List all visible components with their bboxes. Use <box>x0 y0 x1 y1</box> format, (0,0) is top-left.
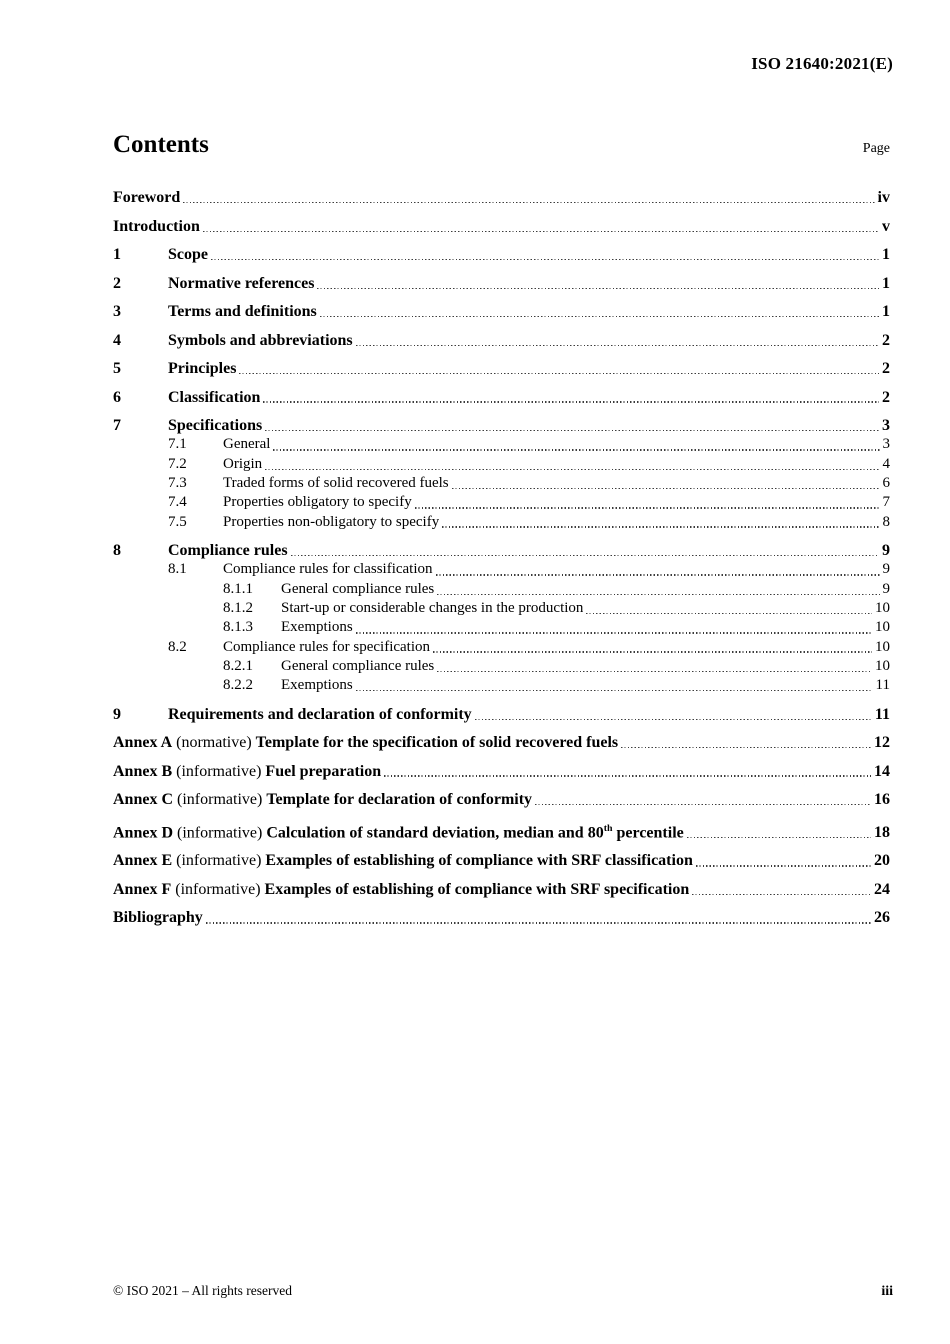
label-run: Principles <box>168 360 237 378</box>
entry-page: v <box>882 217 890 235</box>
dot-leader <box>436 574 880 575</box>
label-run: Annex D <box>113 823 174 841</box>
toc-entry[interactable] <box>113 388 890 407</box>
dot-leader <box>239 373 879 374</box>
entry-label <box>113 880 689 899</box>
label-run: Compliance rules <box>168 542 288 560</box>
label-run: Annex C <box>113 791 174 809</box>
entry-number: 8 <box>113 542 121 560</box>
entry-number: 8.2.1 <box>223 657 253 674</box>
dot-leader <box>452 488 880 489</box>
document-reference: ISO 21640:2021(E) <box>751 54 893 73</box>
dot-leader <box>206 922 871 923</box>
label-run: Compliance rules for classification <box>223 561 433 578</box>
folio-page-number: iii <box>881 1284 893 1299</box>
label-run: Start-up or considerable changes in the production <box>281 599 584 616</box>
entry-page: 1 <box>882 303 890 321</box>
entry-page: 2 <box>882 331 890 349</box>
dot-leader <box>415 507 880 508</box>
toc-entry[interactable] <box>113 676 890 695</box>
label-run: General <box>223 436 271 453</box>
label-run: Origin <box>223 455 263 472</box>
entry-number: 8.1.1 <box>223 580 253 597</box>
dot-leader <box>437 594 879 595</box>
dot-leader <box>384 775 871 776</box>
toc-entry[interactable] <box>113 705 890 724</box>
dot-leader <box>442 526 879 527</box>
entry-label <box>223 435 270 454</box>
page-title: Contents <box>113 131 209 158</box>
toc-entry[interactable] <box>113 331 890 350</box>
entry-page: 26 <box>874 909 890 927</box>
entry-page: 16 <box>874 791 890 809</box>
page-column-label: Page <box>862 141 890 156</box>
dot-leader <box>291 555 879 556</box>
toc-entry[interactable] <box>113 819 890 843</box>
label-run: Exemptions <box>281 619 353 636</box>
entry-page: 11 <box>875 677 890 694</box>
entry-label <box>168 388 260 407</box>
dot-leader <box>687 837 871 838</box>
toc-entry[interactable] <box>113 599 890 618</box>
entry-label <box>168 541 288 560</box>
toc-entry[interactable] <box>113 657 890 676</box>
dot-leader <box>317 288 879 289</box>
toc-entry[interactable] <box>113 245 890 264</box>
entry-number: 3 <box>113 303 121 321</box>
label-run: General compliance rules <box>281 657 435 674</box>
dot-leader <box>433 651 872 652</box>
dot-leader <box>696 865 871 866</box>
label-run: Bibliography <box>113 909 203 927</box>
toc-entry[interactable] <box>113 435 890 454</box>
entry-number: 6 <box>113 388 121 406</box>
entry-label <box>113 188 180 207</box>
entry-page: 9 <box>882 561 890 578</box>
label-run: Scope <box>168 246 208 264</box>
label-run: Annex E <box>113 852 173 870</box>
entry-number: 7.3 <box>168 474 187 491</box>
entry-number: 5 <box>113 360 121 378</box>
entry-page: 14 <box>874 762 890 780</box>
dot-leader <box>692 894 871 895</box>
entry-label <box>113 908 203 927</box>
entry-number: 7.1 <box>168 436 187 453</box>
dot-leader <box>356 690 873 691</box>
toc-entry[interactable] <box>113 474 890 493</box>
entry-page: 12 <box>874 734 890 752</box>
label-run: (informative) <box>172 762 266 780</box>
entry-label <box>113 851 693 870</box>
toc-entry[interactable] <box>113 416 890 435</box>
toc-entry[interactable] <box>113 455 890 474</box>
entry-page: 20 <box>874 852 890 870</box>
entry-number: 4 <box>113 331 121 349</box>
label-run: Normative references <box>168 274 315 292</box>
toc-entry[interactable] <box>113 618 890 637</box>
label-run: Annex B <box>113 762 173 780</box>
toc-entry[interactable] <box>113 790 890 809</box>
entry-number: 8.2 <box>168 638 187 655</box>
entry-page: 24 <box>874 880 890 898</box>
dot-leader <box>356 345 879 346</box>
entry-label <box>168 359 236 378</box>
entry-number: 1 <box>113 246 121 264</box>
label-run: Properties obligatory to specify <box>223 494 412 511</box>
entry-number: 7 <box>113 417 121 435</box>
entry-label <box>223 474 449 493</box>
dot-leader <box>437 671 872 672</box>
toc-entry[interactable] <box>113 217 890 236</box>
entry-label <box>223 455 262 474</box>
label-run: Introduction <box>113 217 200 235</box>
entry-label <box>168 416 262 435</box>
dot-leader <box>211 259 879 260</box>
toc-entry[interactable] <box>113 493 890 512</box>
entry-page: 3 <box>882 417 890 435</box>
label-run: Template for declaration of conformity <box>266 791 533 809</box>
label-run: Calculation of standard deviation, median and 80 <box>266 823 604 841</box>
entry-number: 7.4 <box>168 494 187 511</box>
label-run: th <box>603 822 613 834</box>
page-footer <box>113 1283 893 1300</box>
label-run: Examples of establishing of compliance with SRF classification <box>265 852 693 870</box>
entry-label <box>113 217 200 236</box>
entry-label <box>281 580 434 599</box>
toc-header <box>113 131 890 159</box>
entry-page: 2 <box>882 388 890 406</box>
toc-entry[interactable] <box>113 541 890 560</box>
dot-leader <box>320 316 879 317</box>
entry-label <box>113 790 532 809</box>
toc-entry[interactable] <box>113 188 890 207</box>
entry-number: 8.1.3 <box>223 619 253 636</box>
label-run: Properties non-obligatory to specify <box>223 513 440 530</box>
entry-label <box>168 331 353 350</box>
entry-number: 7.2 <box>168 455 187 472</box>
entry-page: 9 <box>882 580 890 597</box>
entry-label <box>281 618 353 637</box>
label-run: Exemptions <box>281 677 353 694</box>
entry-label <box>168 705 472 724</box>
toc-entry[interactable] <box>113 580 890 599</box>
toc-entry[interactable] <box>113 638 890 657</box>
entry-page: 8 <box>882 513 890 530</box>
entry-label <box>223 513 439 532</box>
label-run: percentile <box>612 823 684 841</box>
label-run: Fuel preparation <box>265 762 382 780</box>
entry-page: 10 <box>875 638 890 655</box>
dot-leader <box>621 747 871 748</box>
entry-page: 10 <box>875 657 890 674</box>
label-run: Annex A <box>113 734 173 752</box>
label-run: (informative) <box>173 823 267 841</box>
entry-number: 8.1 <box>168 561 187 578</box>
label-run: Terms and definitions <box>168 303 317 321</box>
entry-page: 1 <box>882 246 890 264</box>
entry-page: 11 <box>874 705 890 723</box>
entry-label <box>223 493 412 512</box>
label-run: Symbols and abbreviations <box>168 331 353 349</box>
toc-entry[interactable] <box>113 851 890 870</box>
entry-number: 7.5 <box>168 513 187 530</box>
entry-number: 8.2.2 <box>223 677 253 694</box>
entry-page: 10 <box>875 599 890 616</box>
entry-number: 9 <box>113 705 121 723</box>
toc-list <box>113 179 890 928</box>
dot-leader <box>183 202 874 203</box>
label-run: Annex F <box>113 880 172 898</box>
entry-label <box>168 245 208 264</box>
entry-number: 2 <box>113 274 121 292</box>
toc-entry[interactable] <box>113 560 890 579</box>
toc-entry[interactable] <box>113 359 890 378</box>
label-run: Compliance rules for specification <box>223 638 431 655</box>
toc-entry[interactable] <box>113 908 890 927</box>
entry-label <box>113 733 618 752</box>
entry-page: 1 <box>882 274 890 292</box>
entry-label <box>223 638 430 657</box>
entry-page: 6 <box>882 474 890 491</box>
dot-leader <box>265 469 879 470</box>
entry-page: 7 <box>882 494 890 511</box>
toc-entry[interactable] <box>113 733 890 752</box>
label-run: Examples of establishing of compliance with SRF specification <box>264 880 690 898</box>
toc-entry[interactable] <box>113 274 890 293</box>
dot-leader <box>535 804 871 805</box>
entry-page: 4 <box>882 455 890 472</box>
dot-leader <box>265 430 879 431</box>
entry-page: iv <box>877 189 890 207</box>
toc-entry[interactable] <box>113 302 890 321</box>
dot-leader <box>273 449 879 450</box>
entry-label <box>168 302 317 321</box>
toc-entry[interactable] <box>113 880 890 899</box>
entry-page: 2 <box>882 360 890 378</box>
entry-label <box>281 657 434 676</box>
label-run: Template for the specification of solid recovered fuels <box>255 734 619 752</box>
entry-page: 18 <box>874 823 890 841</box>
entry-label <box>281 599 583 618</box>
toc-entry[interactable] <box>113 513 890 532</box>
label-run: Foreword <box>113 189 181 207</box>
dot-leader <box>586 613 872 614</box>
label-run: General compliance rules <box>281 580 435 597</box>
label-run: (informative) <box>173 791 267 809</box>
entry-page: 9 <box>882 542 890 560</box>
label-run: Traded forms of solid recovered fuels <box>223 474 449 491</box>
entry-label <box>168 274 314 293</box>
dot-leader <box>203 231 879 232</box>
toc-entry[interactable] <box>113 762 890 781</box>
entry-page: 10 <box>875 619 890 636</box>
dot-leader <box>263 401 879 402</box>
label-run: Classification <box>168 388 261 406</box>
copyright-notice: © ISO 2021 – All rights reserved <box>113 1283 292 1298</box>
label-run: Requirements and declaration of conformity <box>168 705 472 723</box>
label-run: Specifications <box>168 417 263 435</box>
label-run: (informative) <box>172 852 266 870</box>
label-run: (informative) <box>171 880 265 898</box>
entry-page: 3 <box>882 436 890 453</box>
entry-number: 8.1.2 <box>223 599 253 616</box>
entry-label <box>113 762 381 781</box>
dot-leader <box>356 632 872 633</box>
entry-label <box>281 676 353 695</box>
label-run: (normative) <box>172 734 256 752</box>
entry-label <box>113 819 684 843</box>
dot-leader <box>475 719 872 720</box>
entry-label <box>223 560 433 579</box>
